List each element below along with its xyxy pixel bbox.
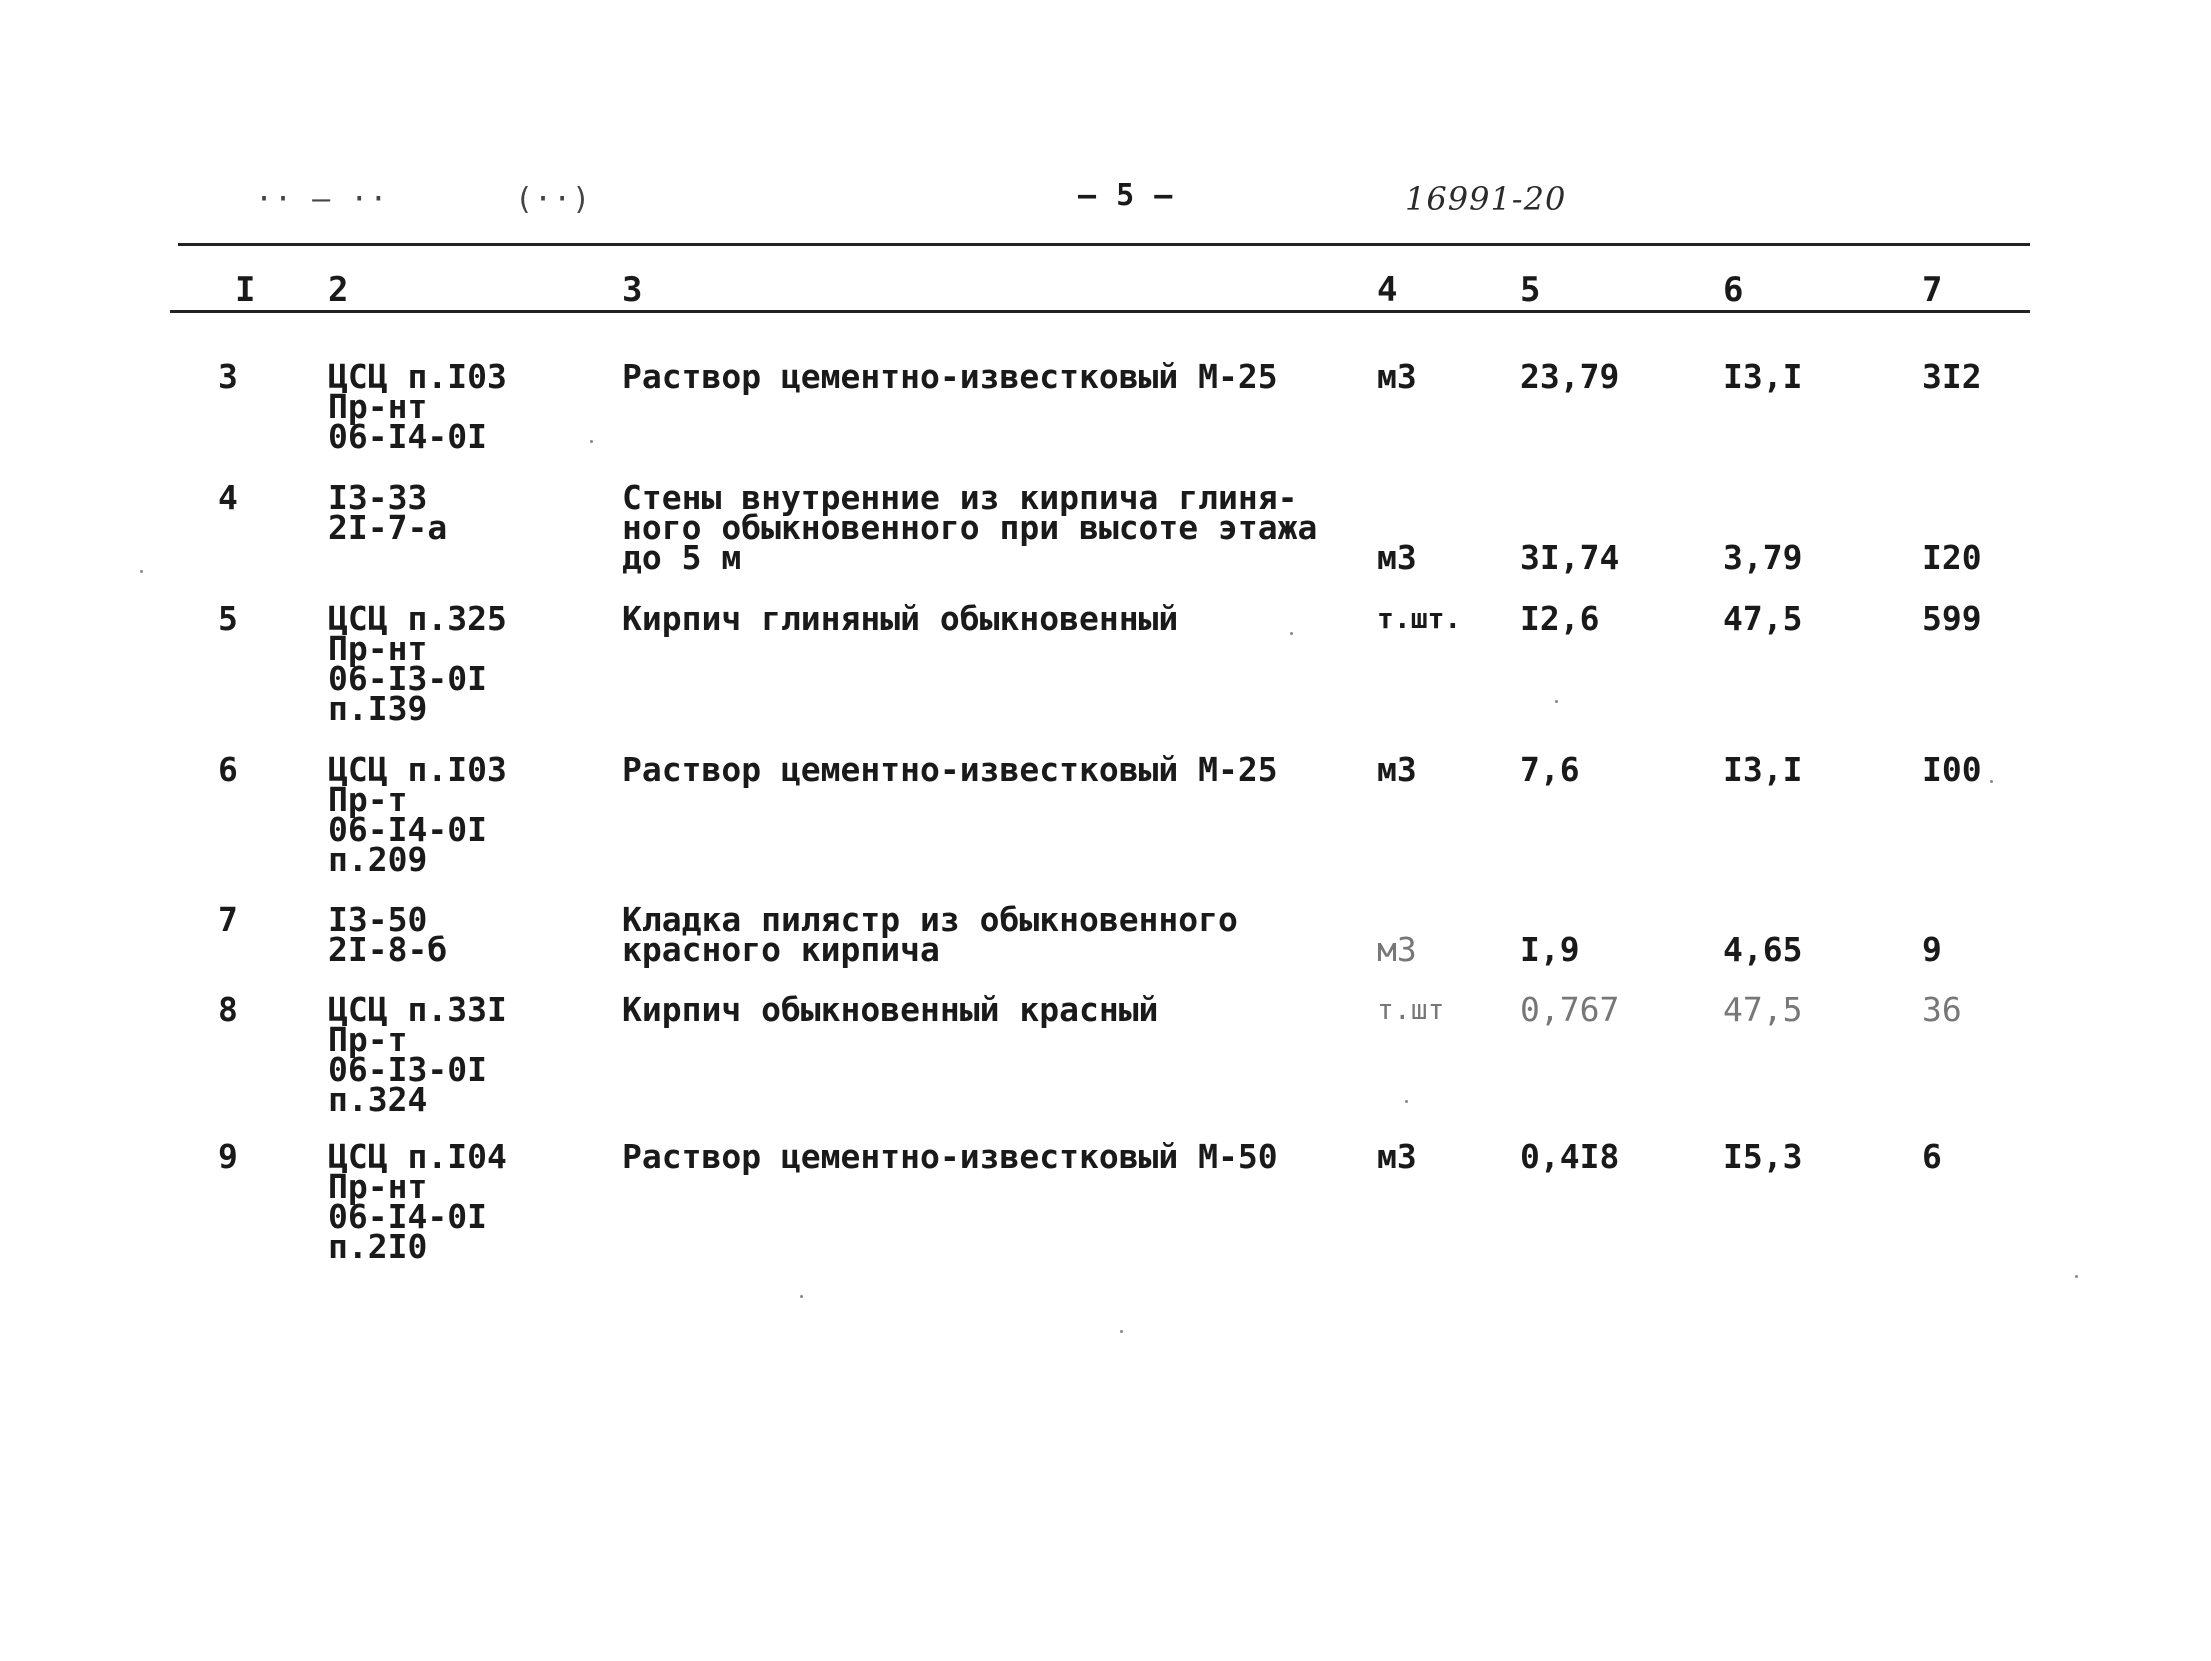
reference-code	[328, 357, 507, 456]
reference-line: Пр-нт	[328, 629, 428, 668]
header-left-code: ·· — ··	[255, 182, 389, 217]
reference-line: 06-I3-0I	[328, 1050, 487, 1089]
total: 3I2	[1922, 357, 1982, 396]
scan-speck	[590, 440, 593, 443]
description-line: Раствор цементно-известковый М-25	[622, 750, 1278, 789]
reference-line: п.209	[328, 840, 428, 879]
reference-code	[328, 900, 448, 969]
reference-line: Пр-т	[328, 1020, 408, 1059]
reference-code	[328, 750, 507, 879]
description-line: Стены внутренние из кирпича глиня-	[622, 478, 1298, 517]
description	[622, 599, 1179, 638]
unit-price: I5,3	[1723, 1137, 1803, 1176]
reference-line: ЦСЦ п.I04	[328, 1137, 507, 1176]
reference-code	[328, 990, 507, 1119]
description-line: Раствор цементно-известковый М-50	[622, 1137, 1278, 1176]
reference-line: Пр-т	[328, 780, 408, 819]
column-header-rule	[170, 310, 2030, 313]
scan-speck	[140, 570, 143, 573]
description	[622, 357, 1278, 396]
total: I20	[1922, 538, 1982, 577]
quantity: 0,767	[1520, 990, 1620, 1029]
quantity: I2,6	[1520, 599, 1600, 638]
unit-price: 4,65	[1723, 930, 1803, 969]
unit: т.шт.	[1377, 602, 1462, 635]
header-left-mark: (··)	[515, 182, 592, 217]
description	[622, 990, 1159, 1029]
scan-speck	[1120, 1330, 1123, 1333]
total: 9	[1922, 930, 1942, 969]
unit: м3	[1377, 750, 1417, 789]
description	[622, 1137, 1278, 1176]
reference-line: 2I-7-а	[328, 508, 448, 547]
document-number: 16991-20	[1405, 180, 1567, 218]
reference-line: Пр-нт	[328, 1167, 428, 1206]
reference-line: ЦСЦ п.I03	[328, 750, 507, 789]
unit-price: I3,I	[1723, 357, 1803, 396]
description-line: до 5 м	[622, 538, 742, 577]
reference-line: ЦСЦ п.325	[328, 599, 507, 638]
unit-price: 47,5	[1723, 990, 1803, 1029]
description-line: Кирпич обыкновенный красный	[622, 990, 1159, 1029]
reference-line: 06-I4-0I	[328, 1197, 487, 1236]
reference-line: ЦСЦ п.I03	[328, 357, 507, 396]
reference-line: I3-33	[328, 478, 428, 517]
reference-code	[328, 1137, 507, 1266]
reference-line: I3-50	[328, 900, 428, 939]
quantity: I,9	[1520, 930, 1580, 969]
scan-speck	[2075, 1275, 2078, 1278]
scan-speck	[1990, 780, 1993, 783]
column-header-2: 2	[328, 270, 349, 310]
reference-line: ЦСЦ п.33I	[328, 990, 507, 1029]
unit: м3	[1377, 1137, 1417, 1176]
column-header-5: 5	[1520, 270, 1541, 310]
reference-code	[328, 599, 507, 728]
column-header-4: 4	[1377, 270, 1398, 310]
row-number: 7	[218, 900, 238, 939]
reference-line: п.324	[328, 1080, 428, 1119]
scan-speck	[1290, 632, 1293, 635]
column-header-7: 7	[1922, 270, 1943, 310]
reference-line: п.I39	[328, 689, 428, 728]
description-line: Кирпич глиняный обыкновенный	[622, 599, 1179, 638]
reference-line: 06-I4-0I	[328, 417, 487, 456]
unit: м3	[1377, 930, 1417, 969]
total: 6	[1922, 1137, 1942, 1176]
description	[622, 900, 1238, 969]
unit-price: 47,5	[1723, 599, 1803, 638]
row-number: 3	[218, 357, 238, 396]
quantity: 0,4I8	[1520, 1137, 1620, 1176]
row-number: 5	[218, 599, 238, 638]
unit: м3	[1377, 538, 1417, 577]
scan-speck	[1555, 700, 1558, 703]
quantity: 7,6	[1520, 750, 1580, 789]
column-header-3: 3	[622, 270, 643, 310]
quantity: 23,79	[1520, 357, 1620, 396]
row-number: 6	[218, 750, 238, 789]
column-header-6: 6	[1723, 270, 1744, 310]
description-line: Кладка пилястр из обыкновенного	[622, 900, 1238, 939]
total: 599	[1922, 599, 1982, 638]
reference-line: 06-I4-0I	[328, 810, 487, 849]
description	[622, 750, 1278, 789]
page-number: – 5 –	[1078, 178, 1174, 213]
unit-price: 3,79	[1723, 538, 1803, 577]
reference-line: п.2I0	[328, 1227, 428, 1266]
unit: м3	[1377, 357, 1417, 396]
table-top-rule	[178, 243, 2030, 246]
reference-code	[328, 478, 448, 547]
description-line: ного обыкновенного при высоте этажа	[622, 508, 1318, 547]
quantity: 3I,74	[1520, 538, 1620, 577]
description	[622, 478, 1318, 577]
column-header-1: I	[235, 270, 256, 310]
total: I00	[1922, 750, 1982, 789]
reference-line: 2I-8-б	[328, 930, 448, 969]
row-number: 8	[218, 990, 238, 1029]
unit: т.шт	[1377, 993, 1445, 1026]
reference-line: 06-I3-0I	[328, 659, 487, 698]
unit-price: I3,I	[1723, 750, 1803, 789]
description-line: Раствор цементно-известковый М-25	[622, 357, 1278, 396]
row-number: 9	[218, 1137, 238, 1176]
row-number: 4	[218, 478, 238, 517]
total: 36	[1922, 990, 1962, 1029]
scan-speck	[800, 1295, 803, 1298]
scan-speck	[1405, 1100, 1408, 1103]
reference-line: Пр-нт	[328, 387, 428, 426]
description-line: красного кирпича	[622, 930, 940, 969]
